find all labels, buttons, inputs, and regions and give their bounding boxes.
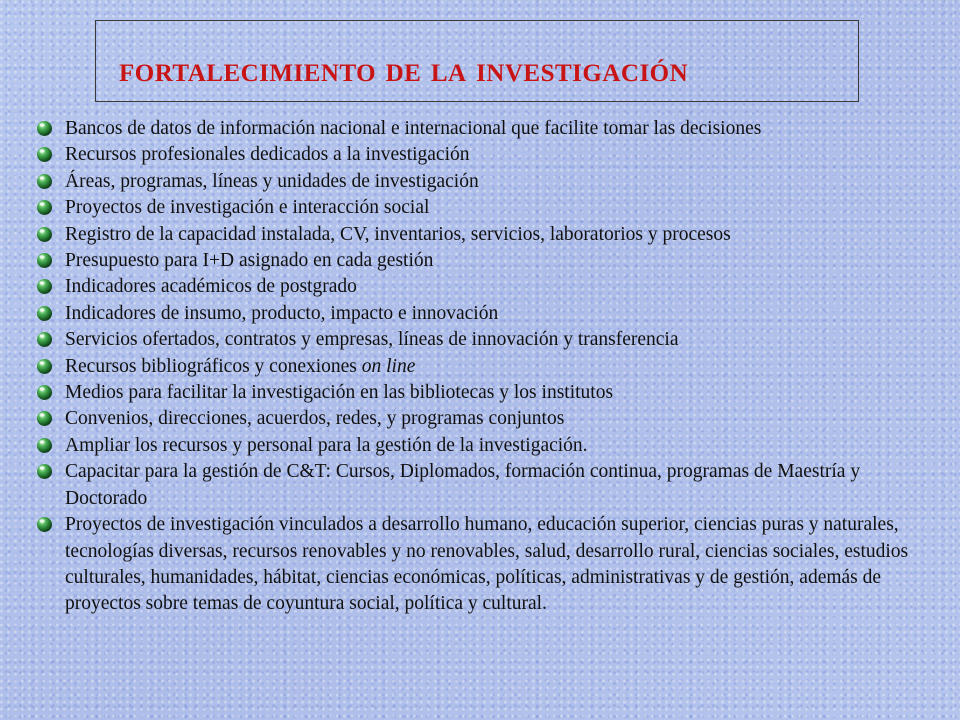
green-sphere-bullet-icon bbox=[36, 331, 53, 348]
list-item bbox=[36, 169, 936, 195]
list-item-text: Presupuesto para I+D asignado en cada gestión bbox=[65, 250, 434, 272]
green-sphere-bullet-icon bbox=[36, 358, 53, 375]
green-sphere-bullet-icon bbox=[36, 410, 53, 427]
list-item-text: Indicadores académicos de postgrado bbox=[65, 276, 357, 298]
list-item-text: Servicios ofertados, contratos y empresas, líneas de innovación y transferencia bbox=[65, 329, 679, 351]
list-item bbox=[36, 433, 936, 459]
list-item-text: Recursos bibliográficos y conexiones on line bbox=[65, 355, 416, 377]
green-sphere-bullet-icon bbox=[36, 384, 53, 401]
list-item-text: Áreas, programas, líneas y unidades de investigación bbox=[65, 170, 479, 192]
list-item-text: Registro de la capacidad instalada, CV, inventarios, servicios, laboratorios y procesos bbox=[65, 223, 731, 245]
green-sphere-bullet-icon bbox=[36, 305, 53, 322]
green-sphere-bullet-icon bbox=[36, 252, 53, 269]
green-sphere-bullet-icon bbox=[36, 516, 53, 533]
green-sphere-bullet-icon bbox=[36, 463, 53, 480]
italic-phrase: on line bbox=[361, 355, 416, 377]
list-item bbox=[36, 222, 936, 248]
list-item bbox=[36, 274, 936, 300]
list-item bbox=[36, 248, 936, 274]
list-item-text: Proyectos de investigación vinculados a desarrollo humano, educación superior, ciencias puras y naturales, tecnologías diversas, recursos renovables y no renovables, salud, desarrollo rural, ciencias sociales, estudios culturales, humanidades, hábitat, ciencias económicas, políticas, administrativas y de gestión, además de proyectos sobre temas de coyuntura social, política y cultural. bbox=[65, 514, 909, 615]
list-item bbox=[36, 512, 936, 618]
list-item bbox=[36, 459, 936, 512]
list-item bbox=[36, 142, 936, 168]
slide-title: fortalecimiento de la investigación bbox=[119, 49, 689, 89]
list-item-text: Indicadores de insumo, producto, impacto e innovación bbox=[65, 302, 499, 324]
list-item bbox=[36, 380, 936, 406]
title-box bbox=[95, 20, 859, 102]
bullet-list bbox=[36, 116, 936, 618]
green-sphere-bullet-icon bbox=[36, 278, 53, 295]
green-sphere-bullet-icon bbox=[36, 173, 53, 190]
green-sphere-bullet-icon bbox=[36, 120, 53, 137]
list-item-text: Medios para facilitar la investigación en las bibliotecas y los institutos bbox=[65, 382, 614, 404]
green-sphere-bullet-icon bbox=[36, 146, 53, 163]
list-item-text: Recursos profesionales dedicados a la investigación bbox=[65, 144, 470, 166]
list-item bbox=[36, 195, 936, 221]
list-item-text: Ampliar los recursos y personal para la gestión de la investigación. bbox=[65, 434, 588, 456]
list-item-text: Capacitar para la gestión de C&T: Cursos, Diplomados, formación continua, programas de Maestría y Doctorado bbox=[65, 461, 861, 509]
list-item-text: Convenios, direcciones, acuerdos, redes, y programas conjuntos bbox=[65, 408, 565, 430]
list-item bbox=[36, 354, 936, 380]
list-item bbox=[36, 327, 936, 353]
list-item-text: Proyectos de investigación e interacción social bbox=[65, 197, 430, 219]
list-item bbox=[36, 406, 936, 432]
green-sphere-bullet-icon bbox=[36, 437, 53, 454]
green-sphere-bullet-icon bbox=[36, 199, 53, 216]
green-sphere-bullet-icon bbox=[36, 226, 53, 243]
list-item-text: Bancos de datos de información nacional e internacional que facilite tomar las decisiones bbox=[65, 118, 762, 139]
list-item bbox=[36, 116, 936, 142]
list-item bbox=[36, 301, 936, 327]
